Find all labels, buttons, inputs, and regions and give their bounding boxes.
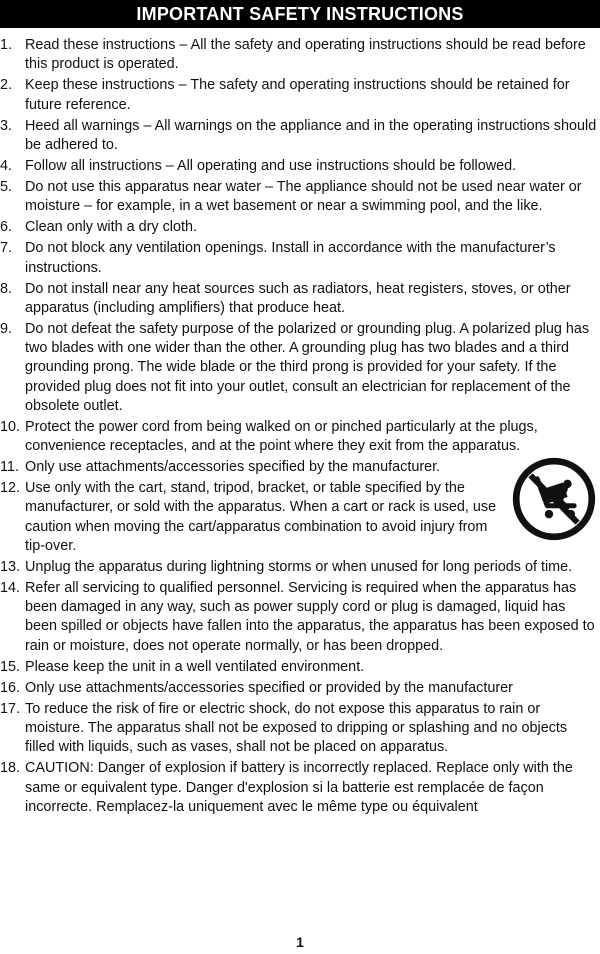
list-item xyxy=(0,218,600,237)
list-item xyxy=(0,320,600,416)
list-item xyxy=(0,76,600,114)
cart-tip-over-warning-icon xyxy=(512,457,596,541)
item-number: 10. xyxy=(0,418,21,435)
item-text: Do not defeat the safety purpose of the polarized or grounding plug. A polarized plug has two blades with one wider than the other. A grounding plug has two blades and a third grounding prong. The wide blade or the third prong is provided for your safety. If the provided plug does not fit into your outlet, consult an electrician for replacement of the obsolete outlet. xyxy=(25,320,590,414)
list-item xyxy=(0,479,600,556)
list-item xyxy=(0,458,600,477)
item-number: 5. xyxy=(0,178,13,195)
list-item xyxy=(0,658,600,677)
item-number: 7. xyxy=(0,240,13,257)
item-text: Do not install near any heat sources such as radiators, heat registers, stoves, or other apparatus (including amplifiers) that produce heat. xyxy=(25,280,571,316)
list-item xyxy=(0,178,600,216)
item-number: 4. xyxy=(0,157,13,174)
item-text: Clean only with a dry cloth. xyxy=(25,219,197,236)
item-number: 3. xyxy=(0,117,13,134)
list-item xyxy=(0,117,600,155)
list-item xyxy=(0,558,600,577)
item-text: Protect the power cord from being walked on or pinched particularly at the plugs, convenience receptacles, and at the point where they exit from the apparatus. xyxy=(25,418,538,455)
item-number: 9. xyxy=(0,320,13,337)
item-number: 8. xyxy=(0,280,13,297)
page-title: IMPORTANT SAFETY INSTRUCTIONS xyxy=(0,0,600,28)
list-item xyxy=(0,157,600,176)
item-number: 13. xyxy=(0,558,21,575)
page-number: 1 xyxy=(296,934,304,950)
item-number: 2. xyxy=(0,77,13,94)
item-text: Only use attachments/accessories specified or provided by the manufacturer xyxy=(25,679,513,696)
list-item xyxy=(0,679,600,698)
item-number: 12. xyxy=(0,480,21,497)
item-text: To reduce the risk of fire or electric shock, do not expose this apparatus to rain or moisture. The apparatus shall not be exposed to dripping or splashing and no objects filled with liquids, such as vases, shall not be placed on apparatus. xyxy=(25,700,568,756)
list-item xyxy=(0,36,600,74)
list-item xyxy=(0,579,600,656)
item-number: 6. xyxy=(0,219,13,236)
item-number: 1. xyxy=(0,37,13,53)
list-item xyxy=(0,239,600,277)
item-text: Read these instructions – All the safety and operating instructions should be read before this product is operated. xyxy=(25,37,586,73)
list-item xyxy=(0,418,600,456)
item-number: 15. xyxy=(0,658,21,675)
list-item xyxy=(0,280,600,318)
item-text: Refer all servicing to qualified personnel. Servicing is required when the apparatus has been damaged in any way, such as power supply cord or plug is damaged, liquid has been spilled or objects have fallen into the apparatus, the apparatus has been exposed to rain or moisture, does not operate normally, or has been dropped. xyxy=(25,580,595,654)
item-text: CAUTION: Danger of explosion if battery is incorrectly replaced. Replace only with the same or equivalent type. Danger d'explosion si la batterie est remplacée de façon incorrecte. Remplacez-la uniquement avec le même type ou équivalent xyxy=(25,760,573,815)
item-text: Do not block any ventilation openings. Install in accordance with the manufacturer’s instructions. xyxy=(25,240,556,276)
item-text: Unplug the apparatus during lightning storms or when unused for long periods of time. xyxy=(25,558,573,575)
item-text: Do not use this apparatus near water – The appliance should not be used near water or moisture – for example, in a wet basement or near a swimming pool, and the like. xyxy=(25,178,582,215)
list-item xyxy=(0,759,600,817)
safety-instructions-list xyxy=(0,36,600,819)
item-text: Heed all warnings – All warnings on the appliance and in the operating instructions should be adhered to. xyxy=(25,117,597,153)
item-number: 14. xyxy=(0,580,21,597)
item-text: Keep these instructions – The safety and operating instructions should be retained for future reference. xyxy=(25,77,570,113)
item-number: 11. xyxy=(0,459,19,476)
item-number: 17. xyxy=(0,700,21,717)
item-number: 16. xyxy=(0,679,21,696)
item-text: Follow all instructions – All operating and use instructions should be followed. xyxy=(25,157,517,174)
item-number: 18. xyxy=(0,760,21,777)
item-text: Only use attachments/accessories specified by the manufacturer. xyxy=(25,459,441,476)
list-item xyxy=(0,700,600,758)
item-text: Use only with the cart, stand, tripod, bracket, or table specified by the manufacturer, or sold with the apparatus. When a cart or rack is used, use caution when moving the cart/apparatus combination to avoid injury from tip-over. xyxy=(25,480,497,554)
item-text: Please keep the unit in a well ventilated environment. xyxy=(25,658,365,675)
